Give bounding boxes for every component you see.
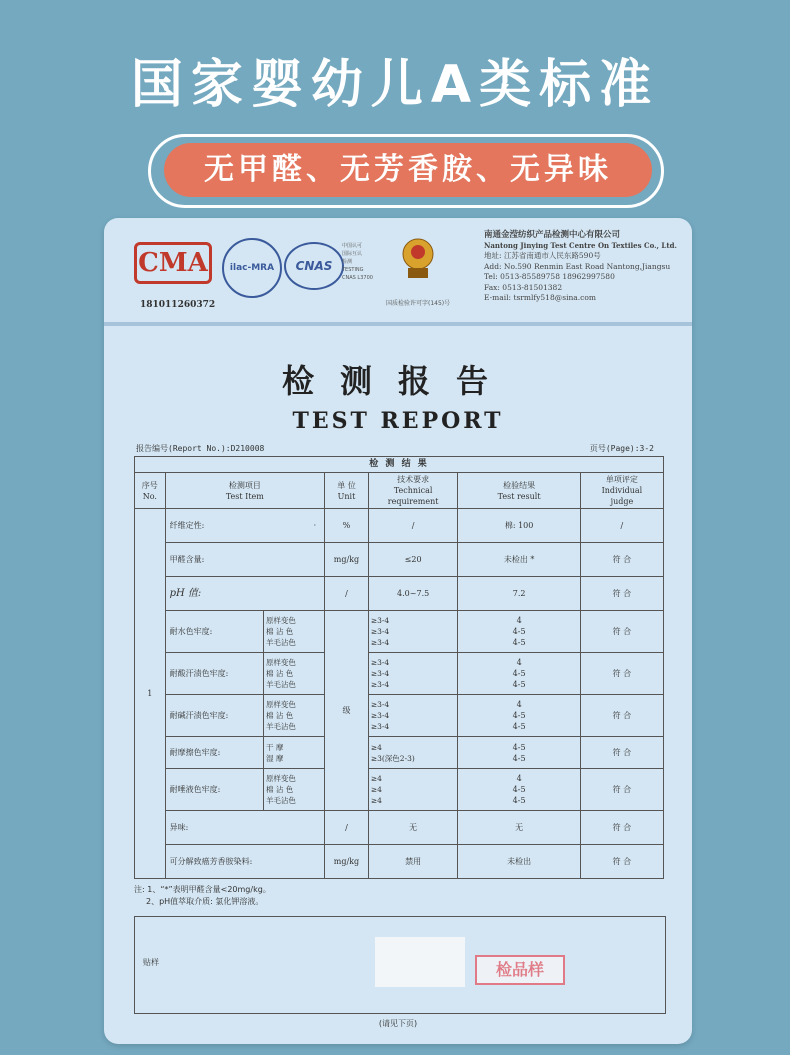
- sample-stamp: 检品样: [475, 955, 565, 985]
- requirement-cell: ≥3-4 ≥3-4 ≥3-4: [368, 695, 458, 737]
- col-unit: 单 位 Unit: [325, 473, 369, 509]
- test-item: 纤维定性: ·: [165, 509, 325, 543]
- col-requirement: 技术要求 Technical requirement: [368, 473, 458, 509]
- test-item: 耐唾液色牢度:: [165, 769, 263, 811]
- judge-cell: 符 合: [580, 769, 663, 811]
- table-row: [135, 769, 664, 811]
- tagline-banner: 无甲醛、无芳香胺、无异味: [164, 143, 652, 197]
- judge-cell: 符 合: [580, 611, 663, 653]
- result-cell: 无: [458, 811, 580, 845]
- national-emblem-icon: [400, 236, 436, 282]
- grade-unit: 级: [325, 611, 369, 811]
- header-divider: [104, 322, 692, 326]
- test-item: 耐水色牢度:: [165, 611, 263, 653]
- result-cell: 4-5 4-5: [458, 737, 580, 769]
- table-row: [135, 611, 664, 653]
- table-row: [135, 509, 664, 543]
- requirement-cell: 禁用: [368, 845, 458, 879]
- table-row: [135, 543, 664, 577]
- report-title-en: TEST REPORT: [292, 408, 504, 434]
- judge-cell: 符 合: [580, 653, 663, 695]
- unit-cell: /: [325, 811, 369, 845]
- col-result: 检验结果 Test result: [458, 473, 580, 509]
- result-cell: 4 4-5 4-5: [458, 653, 580, 695]
- sample-label: 贴样: [143, 958, 159, 967]
- unit-cell: %: [325, 509, 369, 543]
- serial-number: 1: [135, 509, 166, 879]
- cma-logo: CMA: [134, 242, 212, 284]
- note-1: 注: 1、“*”表明甲醛含量<20mg/kg。: [134, 885, 271, 894]
- sub-items: 干 摩 湿 摩: [263, 737, 324, 769]
- continue-note: (请见下页): [378, 1019, 418, 1028]
- test-item: 甲醛含量:: [165, 543, 325, 577]
- sub-items: 原样变色 棉 沾 色 羊毛沾色: [263, 653, 324, 695]
- requirement-cell: ≥3-4 ≥3-4 ≥3-4: [368, 653, 458, 695]
- table-row: [135, 577, 664, 611]
- requirement-cell: ≤20: [368, 543, 458, 577]
- result-cell: 7.2: [458, 577, 580, 611]
- requirement-cell: ≥3-4 ≥3-4 ≥3-4: [368, 611, 458, 653]
- requirement-cell: ≥4 ≥3(深色2-3): [368, 737, 458, 769]
- test-item: pH 值:: [165, 577, 325, 611]
- table-notes: [134, 884, 660, 908]
- judge-cell: 符 合: [580, 695, 663, 737]
- result-cell: 未检出 *: [458, 543, 580, 577]
- requirement-cell: 无: [368, 811, 458, 845]
- permit-number: 国质检验许可字(145)号: [386, 300, 451, 307]
- test-item: 耐酸汗渍色牢度:: [165, 653, 263, 695]
- table-row: [135, 695, 664, 737]
- section-title: 检 测 结 果: [135, 457, 664, 473]
- requirement-cell: ≥4 ≥4 ≥4: [368, 769, 458, 811]
- test-item: 耐碱汗渍色牢度:: [165, 695, 263, 737]
- result-cell: 4 4-5 4-5: [458, 769, 580, 811]
- requirement-cell: /: [368, 509, 458, 543]
- report-title-cn: 检测报告: [281, 362, 514, 400]
- test-report-sheet: [104, 218, 692, 1044]
- table-row: [135, 811, 664, 845]
- lab-info: 南通金滢纺织产品检测中心有限公司 Nantong Jinying Test Centre On Textiles Co., Ltd. 地址: 江苏省南通市人民东路590号 Add: No.590 Renmin East Road Nantong,Jiangsu Tel: 0513-85589758 18962997580 Fax: 0513-81501382 E-mail: tsrmlfy518@sina.com: [484, 230, 677, 302]
- result-cell: 4 4-5 4-5: [458, 611, 580, 653]
- sample-box: [134, 916, 666, 1014]
- unit-cell: mg/kg: [325, 845, 369, 879]
- item-mark: ·: [313, 521, 317, 530]
- fabric-swatch: [375, 937, 465, 987]
- sub-items: 原样变色 棉 沾 色 羊毛沾色: [263, 769, 324, 811]
- judge-cell: /: [580, 509, 663, 543]
- result-cell: 棉: 100: [458, 509, 580, 543]
- note-2: 2、pH值萃取介质: 氯化钾溶液。: [146, 897, 264, 906]
- section-row: [135, 457, 664, 473]
- test-item: 异味:: [165, 811, 325, 845]
- unit-cell: /: [325, 577, 369, 611]
- headline: 国家婴幼儿A类标准: [130, 55, 660, 115]
- judge-cell: 符 合: [580, 543, 663, 577]
- result-cell: 未检出: [458, 845, 580, 879]
- report-header: [104, 218, 692, 326]
- cnas-caption: 中国认可 国际互认 检测 TESTING CNAS L3700: [342, 243, 373, 281]
- col-no: 序号 No.: [135, 473, 166, 509]
- column-header-row: [135, 473, 664, 509]
- judge-cell: 符 合: [580, 577, 663, 611]
- test-item: 耐摩擦色牢度:: [165, 737, 263, 769]
- judge-cell: 符 合: [580, 737, 663, 769]
- ilac-mra-logo: ilac-MRA: [222, 238, 282, 298]
- test-item: 可分解致癌芳香胺染料:: [165, 845, 325, 879]
- sub-items: 原样变色 棉 沾 色 羊毛沾色: [263, 611, 324, 653]
- table-row: [135, 653, 664, 695]
- cnas-logo: CNAS: [284, 242, 344, 290]
- col-item: 检测项目 Test Item: [165, 473, 325, 509]
- report-number: 报告编号(Report No.):D210008: [136, 444, 265, 453]
- results-table: [134, 456, 664, 879]
- col-judge: 单项评定 Individual judge: [580, 473, 663, 509]
- sub-items: 原样变色 棉 沾 色 羊毛沾色: [263, 695, 324, 737]
- unit-cell: mg/kg: [325, 543, 369, 577]
- table-row: [135, 737, 664, 769]
- certificate-number: 181011260372: [140, 300, 216, 310]
- judge-cell: 符 合: [580, 845, 663, 879]
- judge-cell: 符 合: [580, 811, 663, 845]
- table-row: [135, 845, 664, 879]
- page-number: 页号(Page):3-2: [589, 444, 654, 453]
- requirement-cell: 4.0~7.5: [368, 577, 458, 611]
- result-cell: 4 4-5 4-5: [458, 695, 580, 737]
